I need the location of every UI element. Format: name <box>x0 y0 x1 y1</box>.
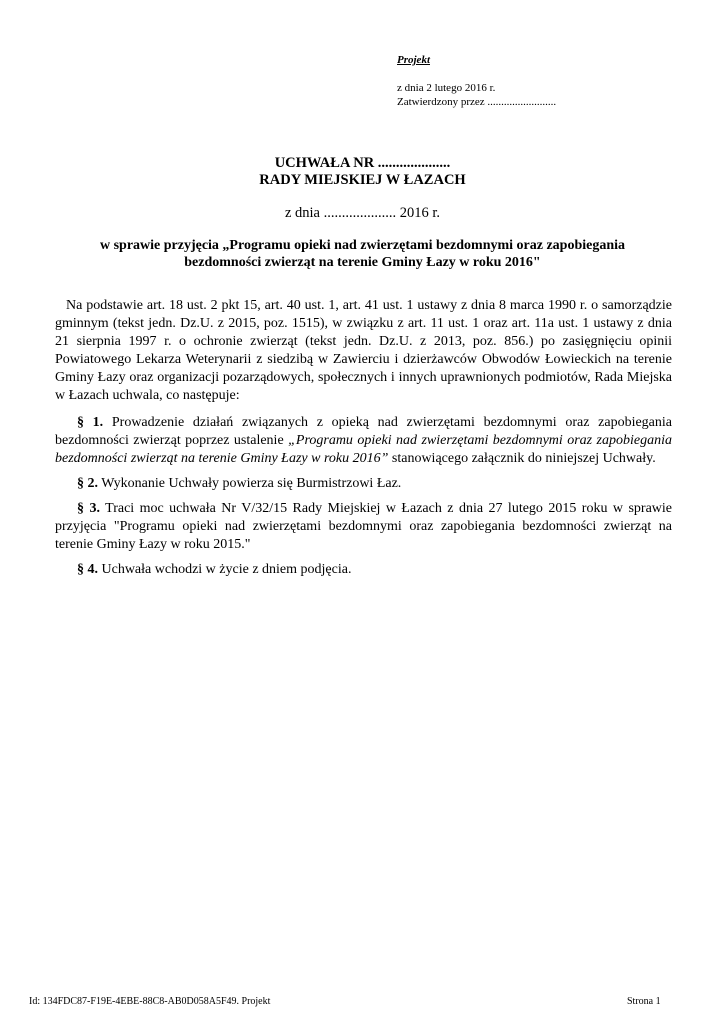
project-header <box>397 53 556 109</box>
subject-line-1: w sprawie przyjęcia „Programu opieki nad zwierzętami bezdomnymi oraz zapobiegania <box>99 238 626 253</box>
resolution-subject <box>0 237 725 271</box>
section-3-label: § 3. <box>77 501 100 516</box>
section-2-text: Wykonanie Uchwały powierza się Burmistrzowi Łaz. <box>98 476 402 491</box>
section-3 <box>55 500 672 554</box>
section-3-text: Traci moc uchwała Nr V/32/15 Rady Miejskiej w Łazach z dnia 27 lutego 2015 roku w sprawie przyjęcia "Programu opieki nad zwierzętami bezdomnymi oraz zapobiegania bezdomności zwierząt na terenie Gminy Łazy w roku 2015." <box>55 501 673 552</box>
resolution-body <box>55 297 672 586</box>
document-id: Id: 134FDC87-F19E-4EBE-88C8-AB0D058A5F49. Projekt <box>29 996 271 1007</box>
section-1-text-a: Prowadzenie działań związanych z opieką nad zwierzętami bezdomnymi oraz zapobiegania bezdomności zwierząt poprzez ustalenie <box>55 415 672 448</box>
approved-by: Zatwierdzony przez ......................... <box>397 96 557 108</box>
draft-date: z dnia 2 lutego 2016 r. <box>397 82 496 94</box>
projekt-label: Projekt <box>397 54 430 66</box>
section-2 <box>55 475 672 493</box>
resolution-number: UCHWAŁA NR .................... <box>274 155 451 171</box>
section-1 <box>55 414 672 468</box>
section-1-program-title: „Programu opieki nad zwierzętami bezdomnymi oraz zapobiegania bezdomności zwierząt na terenie Gminy Łazy w roku 2016” <box>55 433 672 466</box>
page-number: Strona 1 <box>627 996 661 1007</box>
council-name: RADY MIEJSKIEJ W ŁAZACH <box>259 172 466 188</box>
resolution-date: z dnia .................... 2016 r. <box>284 205 441 221</box>
subject-line-2: bezdomności zwierząt na terenie Gminy Łazy w roku 2016" <box>184 255 541 270</box>
section-4-label: § 4. <box>77 562 98 577</box>
section-4-text: Uchwała wchodzi w życie z dniem podjęcia. <box>98 562 352 577</box>
section-1-text-b: stanowiącego załącznik do niniejszej Uchwały. <box>388 451 656 466</box>
section-1-label: § 1. <box>77 415 104 430</box>
section-2-label: § 2. <box>77 476 98 491</box>
legal-basis-paragraph: Na podstawie art. 18 ust. 2 pkt 15, art. 40 ust. 1, art. 41 ust. 1 ustawy z dnia 8 marca 1990 r. o samorządzie gminnym (tekst jedn. Dz.U. z 2015, poz. 1515), w związku z art. 11 ust. 1 oraz art. 11a ust. 1 ustawy z dnia 21 sierpnia 1997 r. o ochronie zwierząt (tekst jedn. Dz.U. z 2013, poz. 856.) po zasięgnięciu opinii Powiatowego Lekarza Weterynarii z siedzibą w Zawierciu i dzierżawców Obwodów Łowieckich na terenie Gminy Łazy oraz organizacji pozarządowych, społecznych i innych uprawnionych podmiotów, Rada Miejska w Łazach uchwala, co następuje: <box>55 298 672 403</box>
resolution-title <box>0 155 725 189</box>
section-4 <box>55 561 672 579</box>
